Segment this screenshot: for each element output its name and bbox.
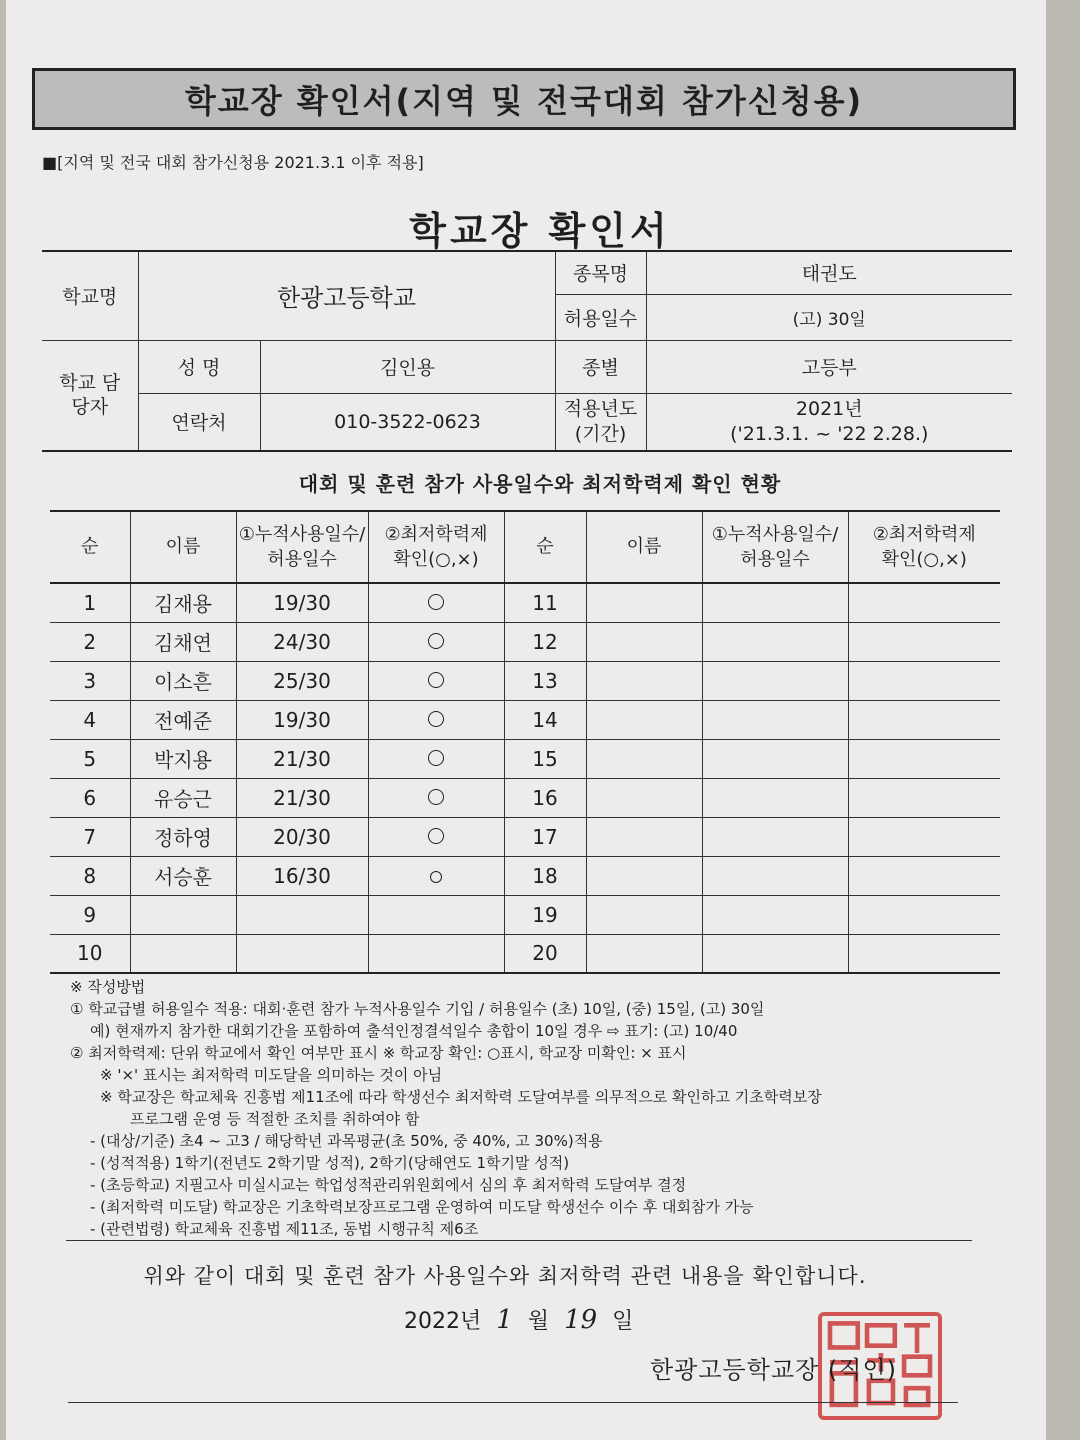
row-check-right — [848, 778, 1000, 817]
col-days-line2: 허용일수 — [267, 549, 337, 570]
writing-method — [70, 976, 990, 1240]
divider — [68, 1402, 958, 1403]
row-name: 정하영 — [130, 817, 236, 856]
row-days — [236, 934, 368, 973]
row-check-right — [848, 583, 1000, 622]
row-days-right — [702, 817, 848, 856]
check-circle-icon — [428, 633, 444, 649]
manager-label: 학교 담당자 — [42, 340, 138, 451]
row-name-right — [586, 700, 702, 739]
check-circle-icon — [430, 871, 442, 883]
row-check — [368, 700, 504, 739]
col-check-line1: ②최저학력제 — [384, 523, 488, 545]
row-days: 20/30 — [236, 817, 368, 856]
row-check — [368, 934, 504, 973]
check-text — [444, 630, 445, 631]
row-check — [368, 895, 504, 934]
check-circle-icon — [428, 789, 444, 805]
row-name: 김채연 — [130, 622, 236, 661]
row-name-right — [586, 856, 702, 895]
row-no-right: 12 — [504, 622, 586, 661]
row-no: 6 — [50, 778, 130, 817]
division-value: 고등부 — [646, 340, 1012, 393]
col-check-right — [848, 511, 1000, 583]
contact-value: 010-3522-0623 — [260, 393, 555, 451]
row-days: 21/30 — [236, 739, 368, 778]
check-text — [442, 864, 443, 865]
row-days: 21/30 — [236, 778, 368, 817]
row-days: 19/30 — [236, 583, 368, 622]
row-days-right — [702, 739, 848, 778]
check-text — [444, 669, 445, 670]
row-no: 9 — [50, 895, 130, 934]
section-title: 대회 및 훈련 참가 사용일수와 최저학력제 확인 현황 — [298, 472, 782, 496]
col-no: 순 — [50, 511, 130, 583]
row-name-right — [586, 778, 702, 817]
school-name-label: 학교명 — [42, 251, 138, 340]
division-label: 종별 — [555, 340, 646, 393]
table-row — [50, 739, 1000, 778]
signer: 한광고등학교장 (직인) — [650, 1356, 898, 1384]
row-days-right — [702, 583, 848, 622]
method-line: - (최저학력 미도달) 학교장은 기초학력보장프로그램 운영하여 미도달 학생선수 이수 후 대회참가 가능 — [90, 1198, 754, 1216]
method-line: ① 학교급별 허용일수 적용: 대회·훈련 참가 누적사용일수 기입 / 허용일수 (초) 10일, (중) 15일, (고) 30일 — [70, 1000, 765, 1018]
table-row — [50, 778, 1000, 817]
row-check — [368, 661, 504, 700]
col-check — [368, 511, 504, 583]
table-row — [50, 583, 1000, 622]
manager-name-value: 김인용 — [260, 340, 555, 393]
row-name-right — [586, 622, 702, 661]
row-days: 19/30 — [236, 700, 368, 739]
year-label — [555, 393, 646, 451]
row-no: 8 — [50, 856, 130, 895]
row-days-right — [702, 661, 848, 700]
row-days: 25/30 — [236, 661, 368, 700]
row-no-right: 16 — [504, 778, 586, 817]
row-name: 이소흔 — [130, 661, 236, 700]
row-days: 24/30 — [236, 622, 368, 661]
event-value: 태권도 — [646, 251, 1012, 294]
check-text — [444, 708, 445, 709]
date-month: 1 — [496, 1305, 513, 1335]
row-check-right — [848, 661, 1000, 700]
subnote: ■[지역 및 전국 대회 참가신청용 2021.3.1 이후 적용] — [42, 153, 424, 172]
col-days-right — [702, 511, 848, 583]
row-name: 유승근 — [130, 778, 236, 817]
row-name-right — [586, 895, 702, 934]
row-days-right — [702, 778, 848, 817]
table-row — [50, 622, 1000, 661]
row-check-right — [848, 895, 1000, 934]
date-day-label: 일 — [612, 1309, 634, 1334]
check-text — [444, 591, 445, 592]
document-header — [32, 68, 1016, 130]
method-line: ※ '×' 표시는 최저학력 미도달을 의미하는 것이 아님 — [100, 1066, 443, 1084]
date-day: 19 — [564, 1305, 598, 1335]
row-days — [236, 895, 368, 934]
row-no-right: 20 — [504, 934, 586, 973]
participation-table — [50, 510, 1000, 974]
row-name-right — [586, 661, 702, 700]
method-line: - (초등학교) 지필고사 미실시교는 학업성적관리위원회에서 심의 후 최저학력 도달여부 결정 — [90, 1176, 687, 1194]
table-row — [50, 895, 1000, 934]
contact-label: 연락처 — [138, 393, 260, 451]
check-text — [444, 786, 445, 787]
row-check-right — [848, 622, 1000, 661]
row-days: 16/30 — [236, 856, 368, 895]
method-line: 예) 현재까지 참가한 대회기간을 포함하여 출석인정결석일수 총합이 10일 경우 ⇨ 표기: (고) 10/40 — [90, 1022, 738, 1040]
header-title: 학교장 확인서(지역 및 전국대회 참가신청용) — [184, 82, 864, 120]
allowed-days-label: 허용일수 — [555, 294, 646, 340]
row-no: 4 — [50, 700, 130, 739]
row-check — [368, 778, 504, 817]
check-text — [444, 825, 445, 826]
method-line: ② 최저학력제: 단위 학교에서 확인 여부만 표시 ※ 학교장 확인: ○표시, 학교장 미확인: × 표시 — [70, 1044, 687, 1062]
col-check-right-line1: ②최저학력제 — [872, 523, 976, 545]
col-days — [236, 511, 368, 583]
row-no-right: 19 — [504, 895, 586, 934]
row-name — [130, 895, 236, 934]
check-circle-icon — [428, 672, 444, 688]
col-days-right-line1: ①누적사용일수/ — [711, 523, 839, 545]
row-check-right — [848, 934, 1000, 973]
row-name-right — [586, 583, 702, 622]
row-no-right: 14 — [504, 700, 586, 739]
confirmation-text: 위와 같이 대회 및 훈련 참가 사용일수와 최저학력 관련 내용을 확인합니다. — [143, 1264, 867, 1288]
row-name-right — [586, 934, 702, 973]
row-no-right: 15 — [504, 739, 586, 778]
page-title: 학교장 확인서 — [409, 209, 671, 253]
col-check-right-line2: 확인(○,×) — [881, 549, 967, 570]
row-days-right — [702, 934, 848, 973]
check-circle-icon — [428, 711, 444, 727]
row-days-right — [702, 856, 848, 895]
check-circle-icon — [428, 594, 444, 610]
col-name-right: 이름 — [586, 511, 702, 583]
row-no: 7 — [50, 817, 130, 856]
row-days-right — [702, 895, 848, 934]
row-no: 3 — [50, 661, 130, 700]
row-no-right: 13 — [504, 661, 586, 700]
method-line: 프로그램 운영 등 적절한 조치를 취하여야 함 — [130, 1110, 420, 1128]
row-name-right — [586, 739, 702, 778]
row-no-right: 18 — [504, 856, 586, 895]
allowed-days-value: (고) 30일 — [646, 294, 1012, 340]
row-check — [368, 739, 504, 778]
row-name: 박지용 — [130, 739, 236, 778]
school-info-table — [42, 250, 1012, 452]
table-row — [50, 661, 1000, 700]
method-line: ※ 학교장은 학교체육 진흥법 제11조에 따라 학생선수 최저학력 도달여부를 의무적으로 확인하고 기초학력보장 — [100, 1088, 822, 1106]
row-name: 전예준 — [130, 700, 236, 739]
row-no-right: 17 — [504, 817, 586, 856]
table-row — [50, 934, 1000, 973]
col-no-right: 순 — [504, 511, 586, 583]
year-label-line2: (기간) — [574, 422, 627, 445]
row-check — [368, 856, 504, 895]
year-value-line1: 2021년 — [795, 398, 863, 421]
check-circle-icon — [428, 750, 444, 766]
row-check — [368, 622, 504, 661]
method-line: - (성적적용) 1학기(전년도 2학기말 성적), 2학기(당해연도 1학기말 성적) — [90, 1154, 570, 1172]
row-name-right — [586, 817, 702, 856]
year-label-line1: 적용년도 — [563, 398, 638, 421]
row-check — [368, 583, 504, 622]
row-check-right — [848, 817, 1000, 856]
date-line — [404, 1304, 633, 1335]
row-check-right — [848, 856, 1000, 895]
row-name: 김재용 — [130, 583, 236, 622]
check-text — [444, 747, 445, 748]
row-name — [130, 934, 236, 973]
row-check-right — [848, 700, 1000, 739]
table-row — [50, 817, 1000, 856]
table-row — [50, 856, 1000, 895]
divider — [66, 1240, 972, 1241]
col-name: 이름 — [130, 511, 236, 583]
col-days-right-line2: 허용일수 — [740, 549, 810, 570]
method-line: - (관련법령) 학교체육 진흥법 제11조, 동법 시행규칙 제6조 — [90, 1220, 479, 1238]
method-line: - (대상/기준) 초4 ~ 고3 / 해당학년 과목평균(초 50%, 중 40%, 고 30%)적용 — [90, 1132, 603, 1150]
row-no: 5 — [50, 739, 130, 778]
school-name-value: 한광고등학교 — [138, 251, 555, 340]
check-circle-icon — [428, 828, 444, 844]
name-label: 성 명 — [138, 340, 260, 393]
year-value — [646, 393, 1012, 451]
event-label: 종목명 — [555, 251, 646, 294]
row-name: 서승훈 — [130, 856, 236, 895]
col-days-line1: ①누적사용일수/ — [238, 523, 366, 545]
row-days-right — [702, 700, 848, 739]
row-check-right — [848, 739, 1000, 778]
date-month-label: 월 — [527, 1309, 550, 1334]
date-year: 2022년 — [404, 1309, 482, 1334]
col-check-line2: 확인(○,×) — [393, 549, 479, 570]
row-no: 1 — [50, 583, 130, 622]
row-check — [368, 817, 504, 856]
row-no: 2 — [50, 622, 130, 661]
method-title: ※ 작성방법 — [70, 978, 146, 996]
row-no-right: 11 — [504, 583, 586, 622]
year-value-line2: ('21.3.1. ~ '22 2.28.) — [730, 422, 929, 445]
table-row — [50, 700, 1000, 739]
row-no: 10 — [50, 934, 130, 973]
row-days-right — [702, 622, 848, 661]
